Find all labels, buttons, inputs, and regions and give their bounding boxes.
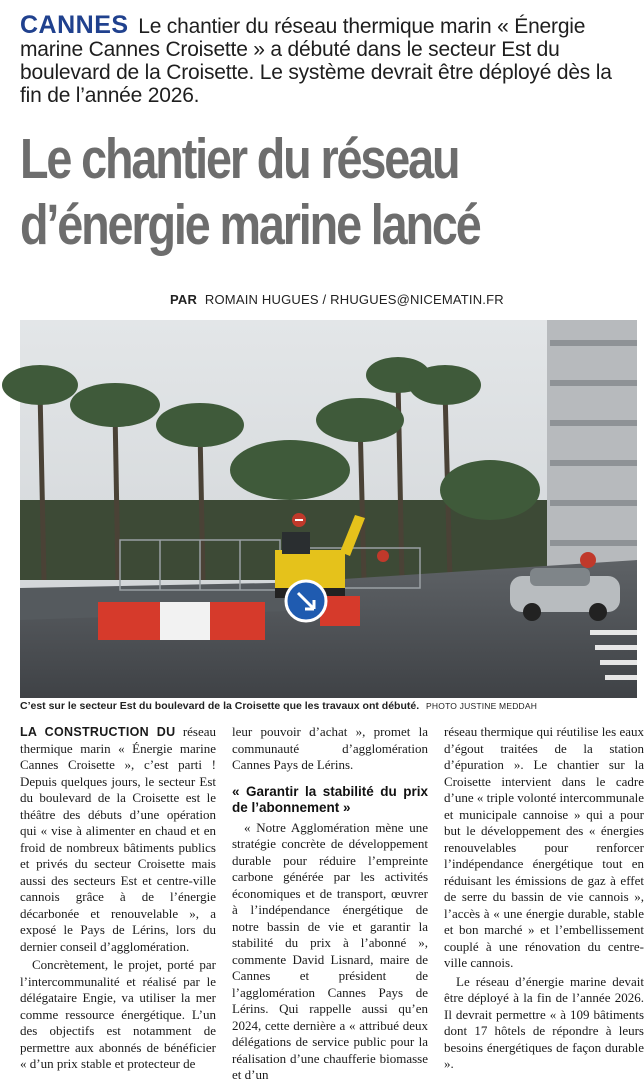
column-1-paragraph-1 bbox=[20, 724, 216, 955]
photo-credit: PHOTO JUSTINE MEDDAH bbox=[426, 701, 538, 711]
kicker-city: CANNES bbox=[20, 11, 129, 39]
article-body bbox=[20, 724, 644, 1082]
byline bbox=[170, 292, 504, 307]
column-1-paragraph-2: Concrètement, le projet, porté par l’intercommunalité et réalisé par le délégataire Engie, va utiliser la mer comme ressource énergétique. L’un des objectifs est notamment de permettre aux abonnés de bénéficier « d’un prix stable et protecteur de bbox=[20, 957, 216, 1071]
column-2-paragraph-1: leur pouvoir d’achat », promet la communauté d’agglomération Cannes Pays de Lérins. bbox=[232, 724, 428, 772]
headline-line-1: Le chantier du réseau bbox=[20, 127, 459, 191]
article-photo bbox=[20, 320, 637, 698]
caption-text: C’est sur le secteur Est du boulevard de la Croisette que les travaux ont débuté. bbox=[20, 700, 420, 712]
byline-par: PAR bbox=[170, 292, 198, 307]
kicker-text: Le chantier du réseau thermique marin « Énergie marine Cannes Croisette » a débuté dans le secteur Est du boulevard de la Croisette. Le système devrait être déployé dès la fin de l’année 2026. bbox=[20, 15, 612, 107]
photo-caption bbox=[20, 700, 620, 712]
kicker bbox=[20, 11, 620, 107]
lead-in: LA CONSTRUCTION DU bbox=[20, 725, 176, 739]
column-3 bbox=[444, 724, 644, 1071]
headline-line-2: d’énergie marine lancé bbox=[20, 193, 480, 257]
column-1 bbox=[20, 724, 217, 1071]
column-2 bbox=[232, 724, 428, 1082]
column-3-paragraph-1: réseau thermique qui réutilise les eaux d’égout traitées de la station d’épuration ». Le chantier sur la Croisette intervient dans le cadre d’une « triple volonté intercommunale et municipale cannoise » qui a pour but le développement des « énergies renouvelables pour renforcer l’indépendance énergétique tout en réduisant les émissions de gaz à effet de serre du bassin de vie cannois », l’accès à « une énergie durable, stable et bon marché » et l’embellissement couplé à une rénovation du centre-ville cannois. bbox=[444, 724, 644, 970]
subheading: « Garantir la stabilité du prix de l’abonnement » bbox=[232, 783, 428, 815]
headline bbox=[20, 126, 512, 258]
photo-illustration bbox=[20, 320, 637, 698]
column-1-text-1: réseau thermique marin « Énergie marine Cannes Croisette », c’est parti ! Depuis quelques jours, le secteur Est du boulevard de la Croisette est le théâtre des débuts d’une opération qui « vise à alimenter en chaud et en froid de nombreux bâtiments publics et privés du secteur Croisette mais aussi des secteurs Est et centre-ville cannois grâce à de l’énergie décarbonée et renouvelable », a exposé le Pays de Lérins, lors du dernier conseil d’agglomération. bbox=[20, 724, 217, 954]
column-3-paragraph-2: Le réseau d’énergie marine devait être déployé à la fin de l’année 2026. Il devrait permettre « à 109 bâtiments dont 17 hôtels de répondre à leurs besoins énergétiques de façon durable ». bbox=[444, 973, 644, 1071]
byline-author: ROMAIN HUGUES / RHUGUES@NICEMATIN.FR bbox=[204, 292, 504, 307]
column-2-paragraph-2: « Notre Agglomération mène une stratégie concrète de développement durable pour réduire l’empreinte carbone générée par les activités économiques et de transport, œuvrer à l’indépendance énergétique de notre bassin de vie et garantir la stabilité du prix à l’abonné », commente David Lisnard, maire de Cannes et président de l’agglomération Cannes Pays de Lérins. Qui rappelle aussi qu’en 2024, cette dernière a « attribué deux délégations de service public pour la réalisation d’une chaufferie biomasse et d’un bbox=[232, 819, 428, 1082]
